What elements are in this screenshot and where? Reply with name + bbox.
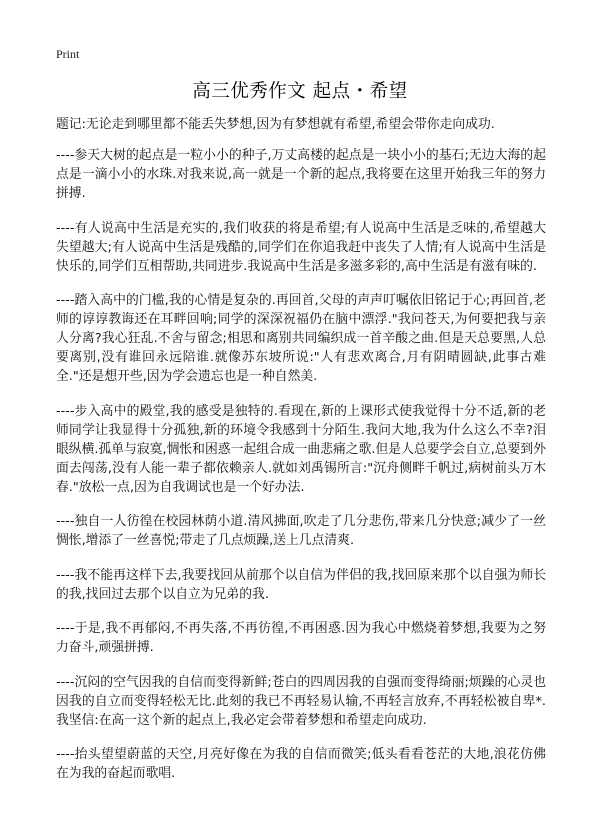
body-paragraph: ----独自一人彷徨在校园林荫小道.清风拂面,吹走了几分悲伤,带来几分快意;减少了一丝惆怅,增添了一丝喜悦;带走了几点烦躁,送上几点清爽. [56,514,546,548]
body-paragraph: ----抬头望望蔚蓝的天空,月亮好像在为我的自信而微笑;低头看看苍茫的大地,浪花仿佛在为我的奋起而歌唱. [56,747,546,781]
epigraph-paragraph: 题记:无论走到哪里都不能丢失梦想,因为有梦想就有希望,希望会带你走向成功. [56,117,495,132]
body-paragraph: ----踏入高中的门槛,我的心情是复杂的.再回首,父母的声声叮嘱依旧铭记于心;再回首,老师的谆谆教诲还在耳畔回响;同学的深深祝福仍在脑中漂浮."我问苍天,为何要把我与亲人分离?我心狂乱.不舍与留念;相思和离别共同编织成一首辛酸之曲.但是天总要黑,人总要离别,没有谁回永远陪谁.就像苏东坡所说:"人有悲欢离合,月有阴晴圆缺,此事古难全."还是想开些,因为学会遗忘也是一种自然美. [56,293,546,384]
body-paragraph: ----我不能再这样下去,我要找回从前那个以自信为伴侣的我,找回原来那个以自强为师长的我,找回过去那个以自立为兄弟的我. [56,567,546,602]
body-paragraph: ----于是,我不再郁闷,不再失落,不再彷徨,不再困惑.因为我心中燃烧着梦想,我要为之努力奋斗,顽强拼搏. [56,621,546,655]
article-title: 高三优秀作文 起点・希望 [192,81,408,102]
body-paragraph: ----步入高中的殿堂,我的感受是独特的.看现在,新的上课形式使我觉得十分不适,新的老师同学让我显得十分孤独,新的环境令我感到十分陌生.我问大地,我为什么这么不幸?泪眼纵横.孤单与寂寞,惆怅和困惑一起组合成一曲悲痛之歌.但是人总要学会自立,总要到外面去闯荡,没有人能一辈子都依赖亲人.就如刘禹锡所言:"沉舟侧畔千帆过,病树前头万木春."放松一点,因为自我调试也是一个好办法. [56,403,546,495]
body-paragraph: ----参天大树的起点是一粒小小的种子,万丈高楼的起点是一块小小的基石;无边大海的起点是一滴小小的水珠.对我来说,高一就是一个新的起点,我将要在这里开始我三年的努力拼搏. [56,148,546,201]
article-body [56,115,546,799]
body-paragraph: ----沉闷的空气因我的自信而变得新鲜;苍白的四周因我的自强而变得绮丽;烦躁的心灵也因我的自立而变得轻松无比.此刻的我已不再轻易认输,不再轻言放弃,不再轻松被自卑*.我坚信:在高一这个新的起点上,我必定会带着梦想和希望走向成功. [56,674,546,728]
body-paragraph: ----有人说高中生活是充实的,我们收获的将是希望;有人说高中生活是乏味的,希望越大失望越大;有人说高中生活是残酷的,同学们在你追我赶中丧失了人情;有人说高中生活是快乐的,同学们互相帮助,共同进步.我说高中生活是多滋多彩的,高中生活是有滋有味的. [56,220,546,274]
print-link[interactable]: Print [56,47,80,61]
